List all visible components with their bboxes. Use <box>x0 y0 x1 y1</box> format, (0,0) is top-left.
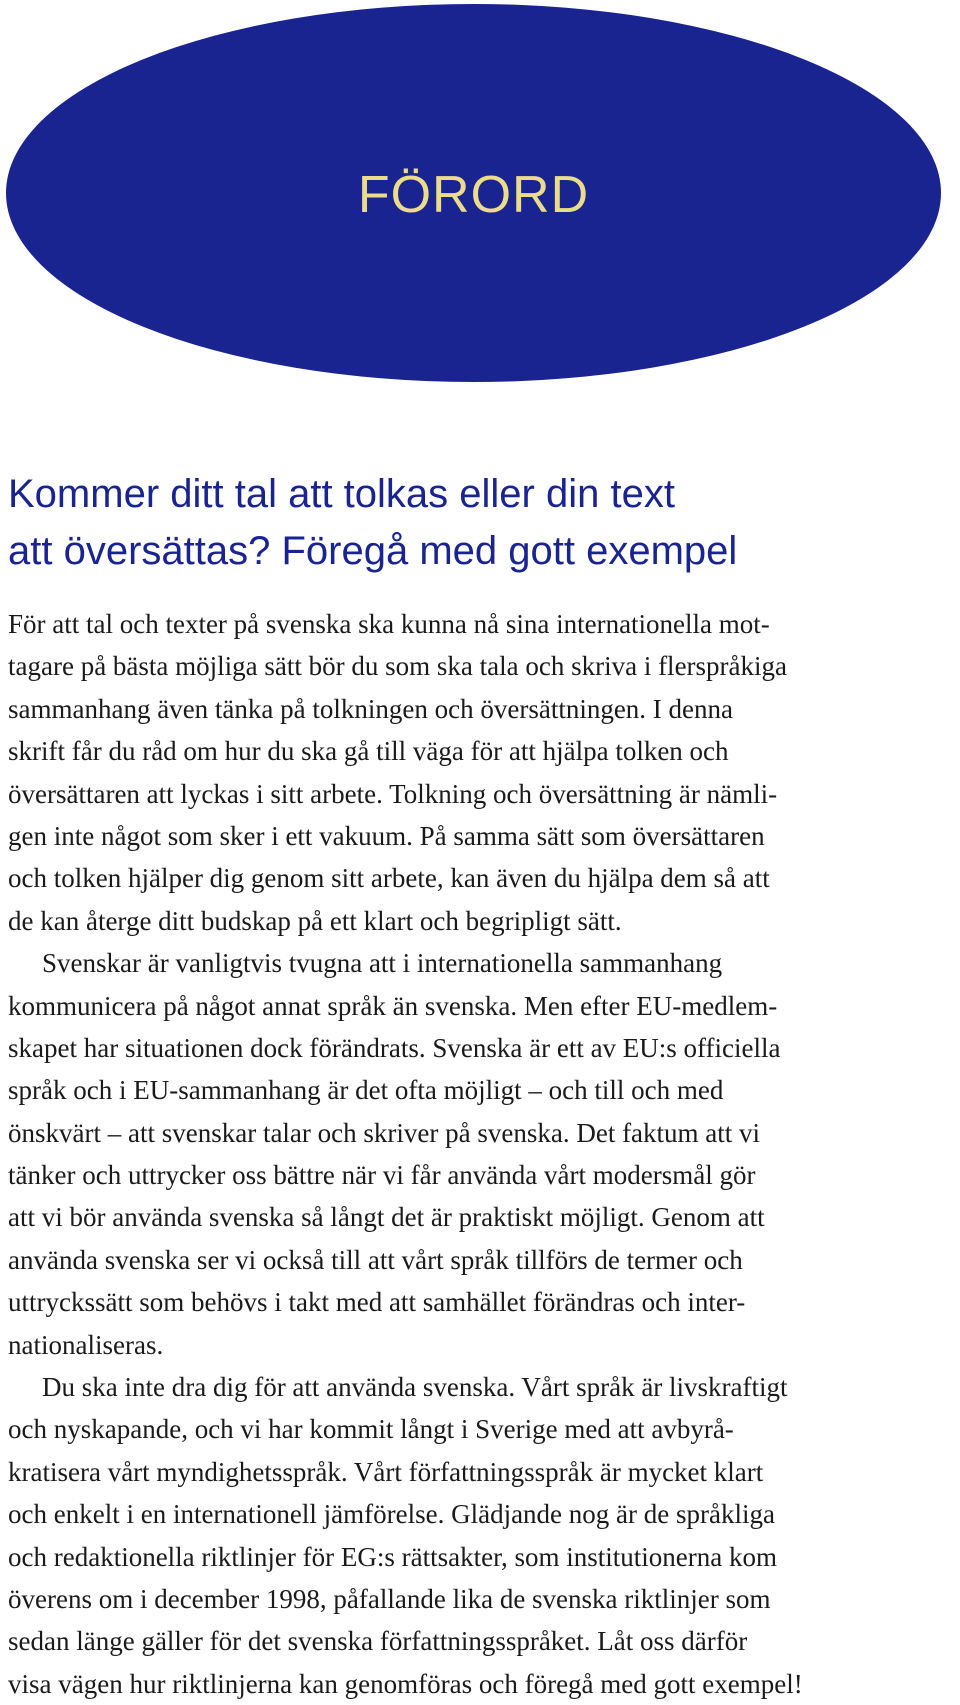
text-line: och redaktionella riktlinjer för EG:s rättsakter, som institutionerna kom <box>8 1541 777 1572</box>
text-line: de kan återge ditt budskap på ett klart och begripligt sätt. <box>8 905 622 936</box>
text-line: tänker och uttrycker oss bättre när vi får använda vårt modersmål gör <box>8 1160 756 1191</box>
text-line: skrift får du råd om hur du ska gå till väga för att hjälpa tolken och <box>8 736 729 767</box>
body-text <box>8 603 956 1705</box>
heading-line: att översättas? Föregå med gott exempel <box>8 529 738 573</box>
text-line: Du ska inte dra dig för att använda svenska. Vårt språk är livskraftigt <box>42 1372 788 1403</box>
text-line: Svenskar är vanligtvis tvugna att i internationella sammanhang <box>42 948 723 979</box>
text-line: gen inte något som sker i ett vakuum. På samma sätt som översättaren <box>8 820 765 851</box>
text-line: önskvärt – att svenskar talar och skriver på svenska. Det faktum att vi <box>8 1117 761 1148</box>
text-line: språk och i EU-sammanhang är det ofta möjligt – och till och med <box>8 1075 724 1106</box>
text-line: sedan länge gäller för det svenska författningsspråket. Låt oss därför <box>8 1626 748 1657</box>
page-title: FÖRORD <box>357 166 590 224</box>
text-line: För att tal och texter på svenska ska kunna nå sina internationella mot- <box>8 609 770 639</box>
section-heading <box>8 466 948 580</box>
text-line: uttryckssätt som behövs i takt med att samhället förändras och inter- <box>8 1287 746 1318</box>
text-line: visa vägen hur riktlinjerna kan genomföras och föregå med gott exempel! <box>8 1668 803 1699</box>
title-oval <box>6 4 941 382</box>
text-line: översättaren att lyckas i sitt arbete. Tolkning och översättning är nämli- <box>8 778 778 809</box>
text-line: och enkelt i en internationell jämförelse. Glädjande nog är de språkliga <box>8 1499 775 1530</box>
text-line: och nyskapande, och vi har kommit långt i Sverige med att avbyrå- <box>8 1414 734 1445</box>
text-line: tagare på bästa möjliga sätt bör du som ska tala och skriva i flerspråkiga <box>8 651 788 682</box>
text-line: och tolken hjälper dig genom sitt arbete, kan även du hjälpa dem så att <box>8 863 770 894</box>
text-line: kommunicera på något annat språk än svenska. Men efter EU-medlem- <box>8 990 778 1021</box>
text-line: skapet har situationen dock förändrats. Svenska är ett av EU:s officiella <box>8 1032 781 1063</box>
heading-line: Kommer ditt tal att tolkas eller din text <box>8 472 675 516</box>
text-line: överens om i december 1998, påfallande lika de svenska riktlinjer som <box>8 1583 771 1614</box>
text-line: använda svenska ser vi också till att vårt språk tillförs de termer och <box>8 1244 743 1275</box>
text-line: nationaliseras. <box>8 1329 164 1360</box>
text-line: sammanhang även tänka på tolkningen och översättningen. I denna <box>8 693 734 724</box>
text-line: kratisera vårt myndighetsspråk. Vårt författningsspråk är mycket klart <box>8 1456 764 1487</box>
text-line: att vi bör använda svenska så långt det är praktiskt möjligt. Genom att <box>8 1202 765 1233</box>
